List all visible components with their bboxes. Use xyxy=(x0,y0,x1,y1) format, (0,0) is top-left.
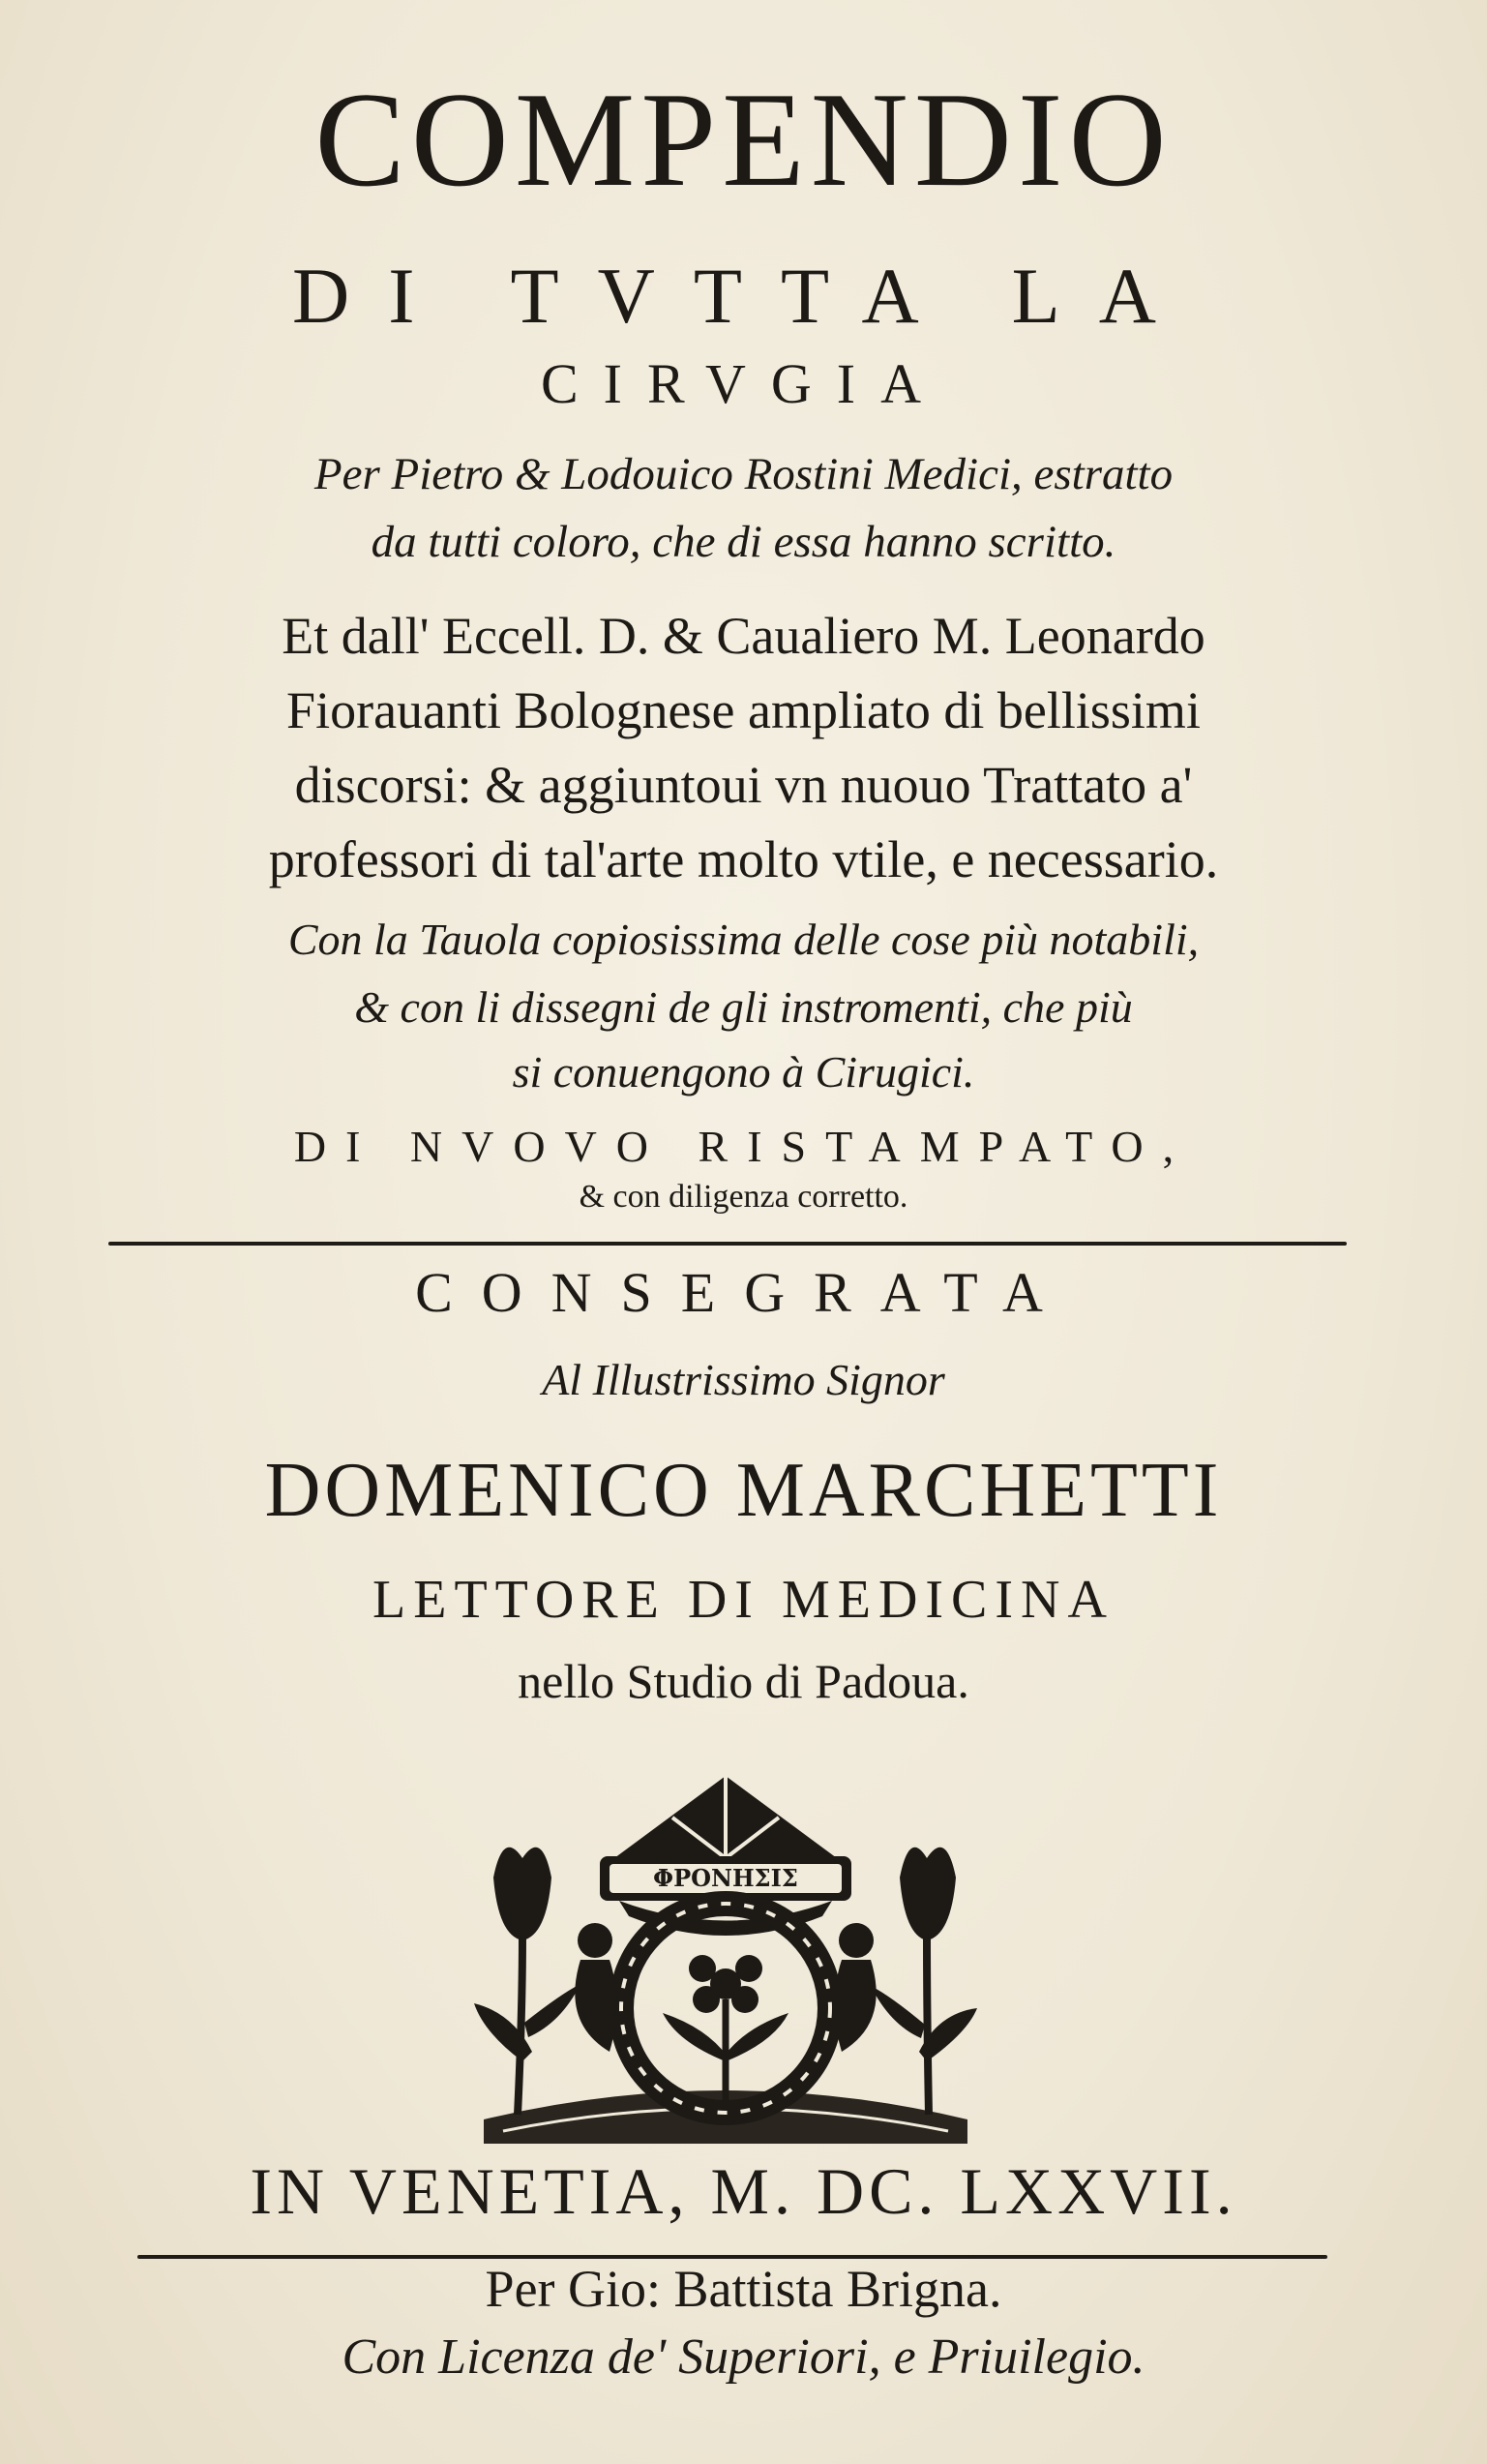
expansion-line-4: professori di tal'arte molto vtile, e necessario. xyxy=(268,830,1219,888)
imprint-printer: Per Gio: Battista Brigna. xyxy=(485,2260,1002,2318)
index-note-line-1: Con la Tauola copiosissima delle cose più notabili, xyxy=(287,915,1200,964)
reprint-line-2: & con diligenza corretto. xyxy=(579,1179,908,1215)
dedicatee-role: LETTORE DI MEDICINA xyxy=(372,1570,1115,1630)
authors-line-2: da tutti coloro, che di essa hanno scritto. xyxy=(371,517,1116,567)
authors-line-1: Per Pietro & Lodouico Rostini Medici, estratto xyxy=(313,449,1174,499)
index-note-line-3: si conuengono à Cirugici. xyxy=(512,1047,975,1097)
reprint-line-1: DI NVOVO RISTAMPATO, xyxy=(293,1122,1194,1171)
dedication-heading: CONSEGRATA xyxy=(415,1261,1072,1324)
printers-device-emblem-icon xyxy=(464,1771,987,2158)
imprint-city-year: IN VENETIA, M. DC. LXXVII. xyxy=(250,2154,1237,2228)
dedicatee-name: DOMENICO MARCHETTI xyxy=(264,1448,1223,1533)
title-line-2: DI TVTTA LA xyxy=(292,252,1195,340)
title-line-3: CIRVGIA xyxy=(540,352,946,415)
imprint-license: Con Licenza de' Superiori, e Priuilegio. xyxy=(342,2329,1145,2385)
index-note-line-2: & con li dissegni de gli instromenti, che più xyxy=(354,982,1133,1032)
dedication-place: nello Studio di Padoua. xyxy=(518,1654,969,1708)
dedication-to: Al Illustrissimo Signor xyxy=(542,1355,945,1404)
expansion-line-3: discorsi: & aggiuntoui vn nuouo Trattato a' xyxy=(294,756,1193,814)
bottom-divider-rule xyxy=(137,2255,1327,2259)
emblem-inscription: ΦΡΟΝΗΣΙΣ xyxy=(653,1864,798,1892)
expansion-line-1: Et dall' Eccell. D. & Caualiero M. Leonardo xyxy=(282,607,1205,665)
title-line-1: COMPENDIO xyxy=(314,65,1173,215)
expansion-line-2: Fiorauanti Bolognese ampliato di bellissimi xyxy=(286,681,1201,739)
top-divider-rule xyxy=(108,1242,1347,1246)
